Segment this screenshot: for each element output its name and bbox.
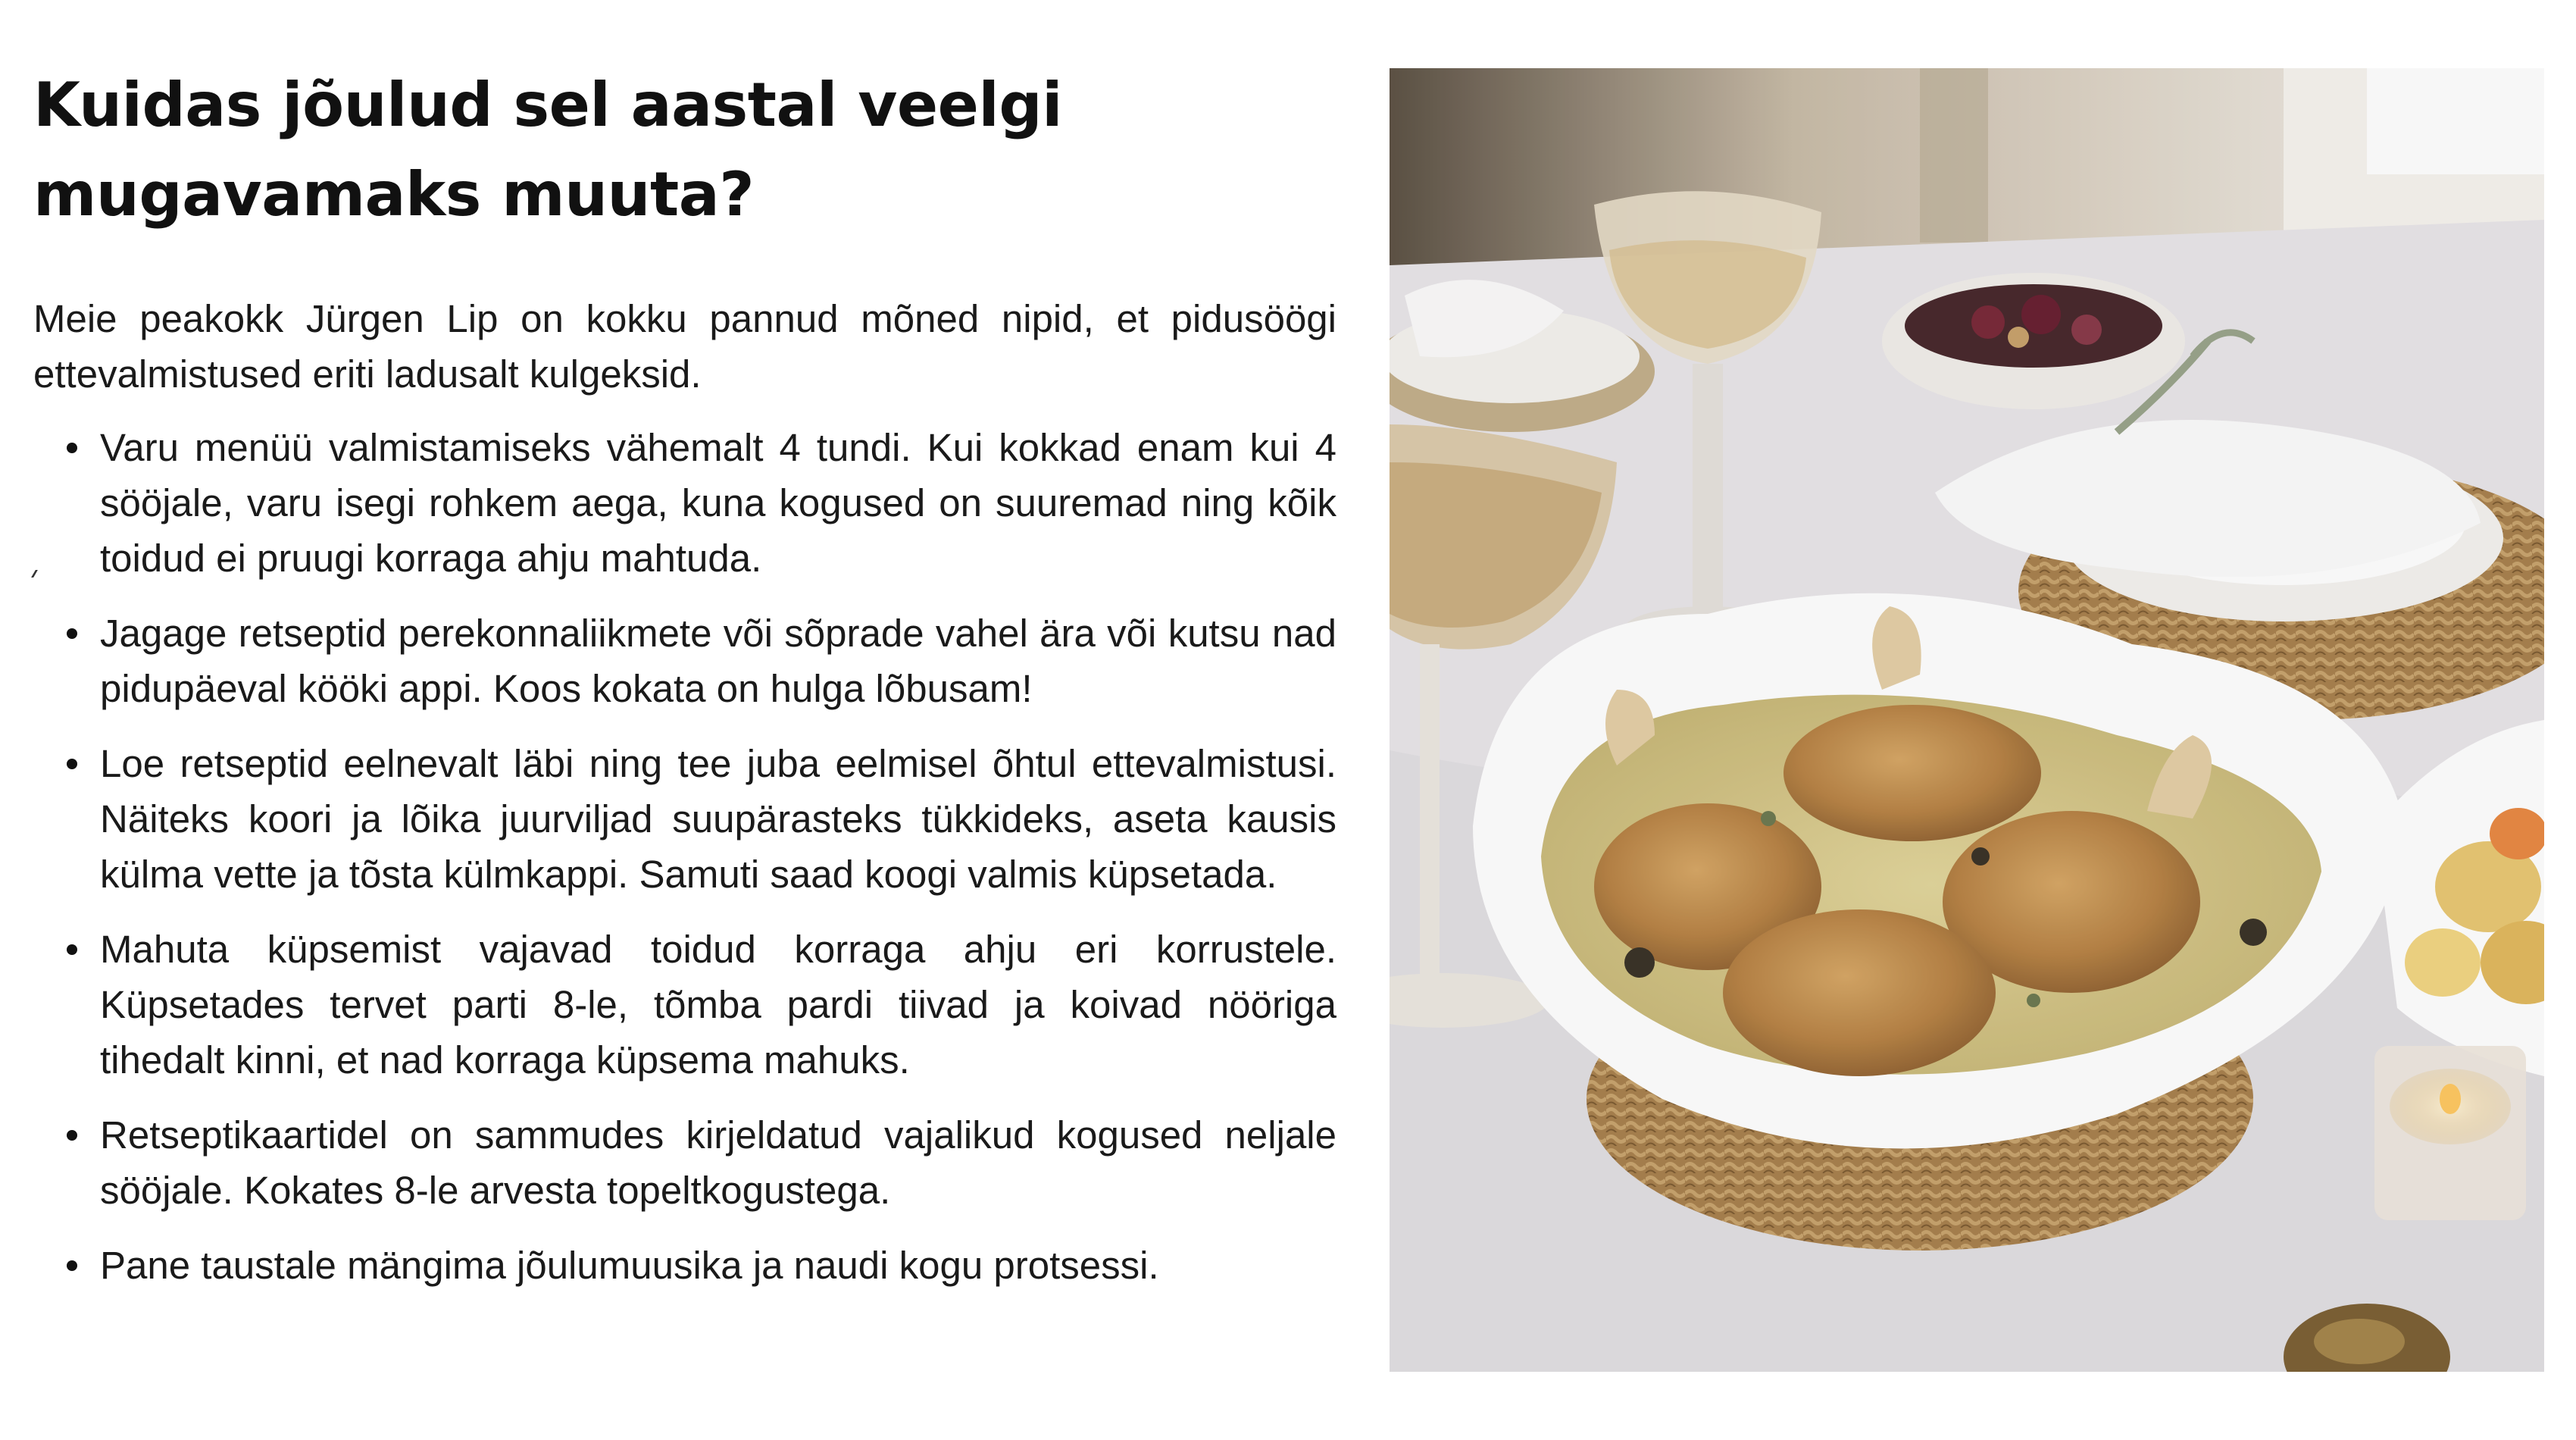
bullet-icon xyxy=(67,1260,77,1271)
tip-item xyxy=(33,420,1336,586)
tip-text: Mahuta küpsemist vajavad toidud korraga ahju eri korrustele. Küpsetades tervet parti 8-le, tõmba pardi tiivad ja koivad nööriga tihedalt kinni, et nad korraga küpsema mahuks. xyxy=(100,928,1336,1082)
bullet-icon xyxy=(67,443,77,453)
tip-text: Retseptikaartidel on sammudes kirjeldatud vajalikud kogused neljale sööjale. Kokates 8-le arvesta topeltkogustega. xyxy=(100,1113,1336,1212)
intro-paragraph: Meie peakokk Jürgen Lip on kokku pannud mõned nipid, et pidusöögi ettevalmistused eriti ladusalt kulgeksid. xyxy=(33,297,1336,396)
table-photo-illustration xyxy=(1390,68,2544,1372)
tip-item xyxy=(33,922,1336,1088)
tip-text: Pane taustale mängima jõulumuusika ja naudi kogu protsessi. xyxy=(100,1244,1159,1287)
tip-item xyxy=(33,606,1336,716)
article xyxy=(33,61,1336,1313)
tip-text: Loe retseptid eelnevalt läbi ning tee juba eelmisel õhtul ettevalmistusi. Näiteks koori ja lõika juurviljad suupärasteks tükkideks, aseta kausis külma vette ja tõsta külmkappi. Samuti saad koogi valmis küpsetada. xyxy=(100,742,1336,896)
bullet-icon xyxy=(67,759,77,769)
tips-list xyxy=(33,420,1336,1293)
festive-table-photo xyxy=(1390,68,2544,1372)
tip-text: Jagage retseptid perekonnaliikmete või sõprade vahel ära või kutsu nad pidupäeval kööki appi. Koos kokata on hulga lõbusam! xyxy=(100,612,1336,710)
tip-item xyxy=(33,1238,1336,1293)
tip-text: Varu menüü valmistamiseks vähemalt 4 tundi. Kui kokkad enam kui 4 sööjale, varu isegi rohkem aega, kuna kogused on suuremad ning kõik toidud ei pruugi korraga ahju mahtuda. xyxy=(100,426,1336,580)
bullet-icon xyxy=(67,628,77,639)
tip-item xyxy=(33,1107,1336,1218)
page-title: Kuidas jõulud sel aastal veelgi mugavamaks muuta? xyxy=(33,70,1063,230)
tip-item xyxy=(33,736,1336,902)
bullet-icon xyxy=(67,1130,77,1141)
bullet-icon xyxy=(67,944,77,955)
